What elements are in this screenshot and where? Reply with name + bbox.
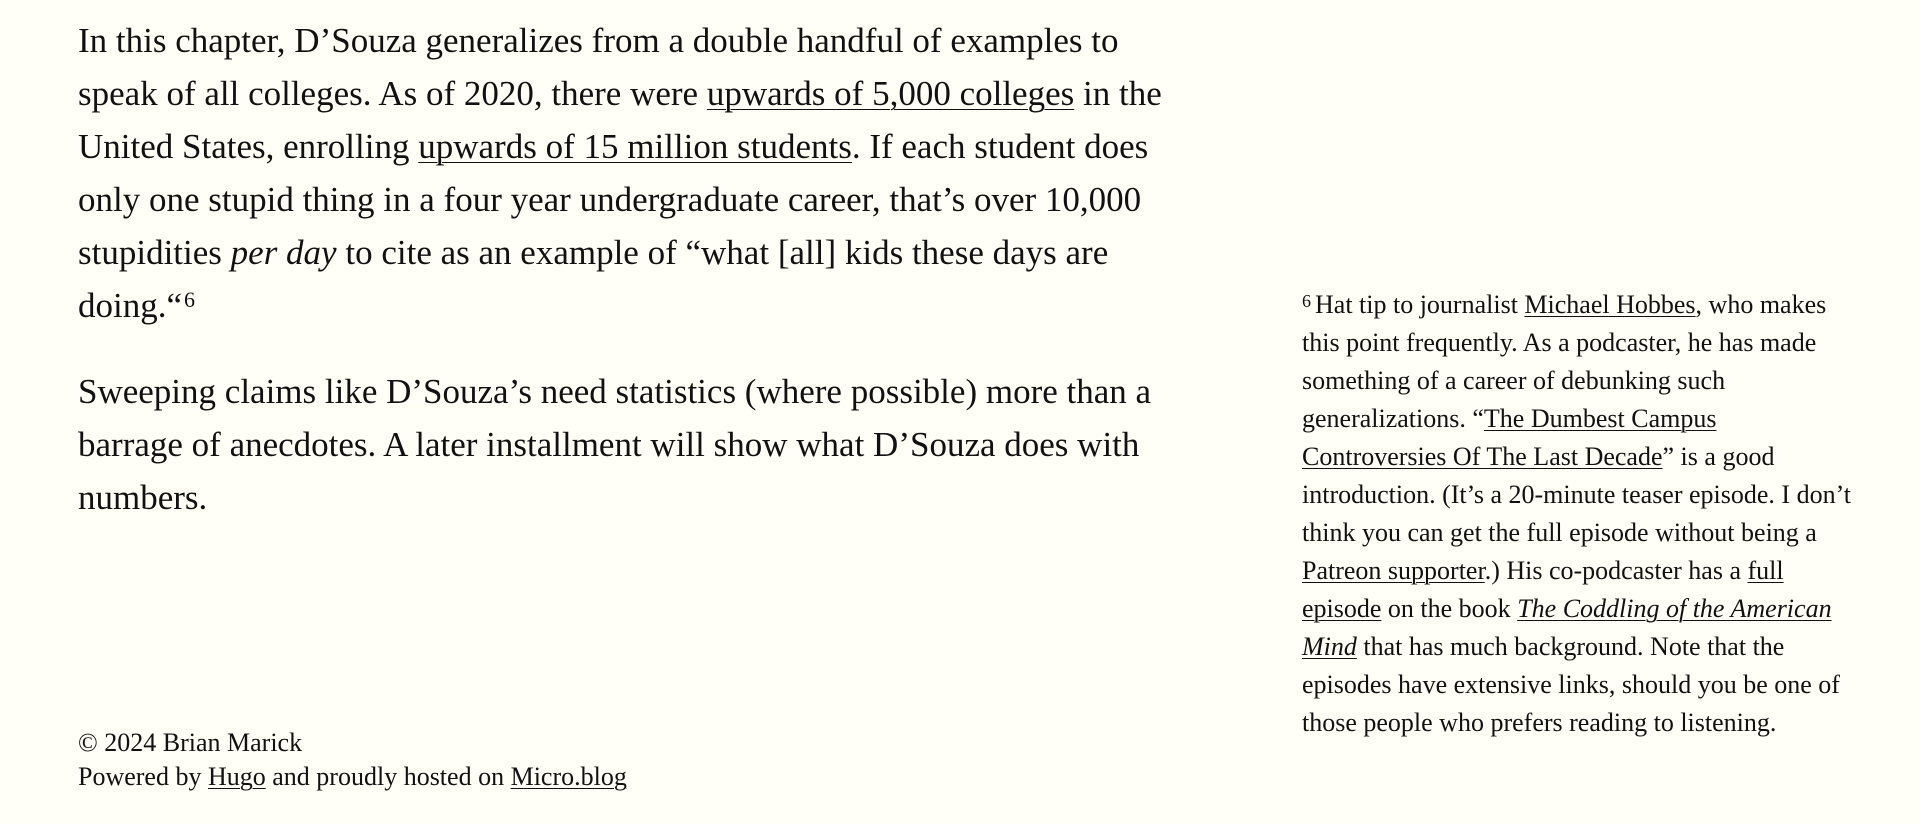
p1-text-1: In this chapter, D’Souza generalizes from a double handful of examples to speak of all colleges. As of 2020, there were: [78, 21, 1119, 113]
students-count-link[interactable]: upwards of 15 million students: [418, 127, 852, 166]
sidenote-text-3: ” is a good introduction. (It’s a 20-minute teaser episode. I don’t think you can get the full episode without being a: [1302, 442, 1851, 547]
p1-text-4: to cite as an example of “what [all] kids these days are doing.“: [78, 233, 1109, 325]
paragraph-2: Sweeping claims like D’Souza’s need statistics (where possible) more than a barrage of anecdotes. A later installment will show what D’Souza does with numbers.: [78, 372, 1152, 517]
michael-hobbes-link[interactable]: Michael Hobbes: [1524, 290, 1696, 319]
dumbest-controversies-link[interactable]: The Dumbest Campus Controversies Of The Last Decade: [1302, 404, 1717, 471]
patreon-supporter-link[interactable]: Patreon supporter: [1302, 556, 1485, 585]
powered-by-prefix: Powered by: [78, 762, 208, 791]
paragraph-1: [78, 14, 1198, 332]
footnote-ref[interactable]: 6: [184, 287, 196, 312]
sidenote-text-4: .) His co-podcaster has a: [1484, 556, 1748, 585]
article-body: [78, 14, 1198, 557]
sidenote-number: 6: [1302, 291, 1311, 311]
microblog-link[interactable]: Micro.blog: [510, 762, 627, 791]
sidenote-text-6: that has much background. Note that the episodes have extensive links, should you be one of those people who prefers reading to listening.: [1302, 632, 1840, 737]
sidenote: [1302, 286, 1862, 742]
p1-text-2: in the United States, enrolling: [78, 74, 1162, 166]
powered-by-line: [78, 760, 627, 794]
hosted-on-text: and proudly hosted on: [265, 762, 511, 791]
site-footer: [78, 726, 627, 794]
sidenote-text-1: Hat tip to journalist: [1315, 290, 1525, 319]
per-day-emphasis: per day: [230, 233, 337, 272]
copyright-line: © 2024 Brian Marick: [78, 728, 303, 757]
colleges-count-link[interactable]: upwards of 5,000 colleges: [706, 74, 1075, 113]
hugo-link[interactable]: Hugo: [207, 762, 266, 791]
sidenote-text-2: , who makes this point frequently. As a podcaster, he has made something of a career of debunking such generalizations. “: [1302, 290, 1827, 433]
coddling-book-link[interactable]: The Coddling of the American Mind: [1302, 594, 1832, 661]
full-episode-link[interactable]: full episode: [1302, 556, 1784, 623]
sidenote-text-5: on the book: [1381, 594, 1518, 623]
p1-text-3: . If each student does only one stupid thing in a four year undergraduate career, that’s over 10,000 stupidities: [78, 127, 1149, 272]
